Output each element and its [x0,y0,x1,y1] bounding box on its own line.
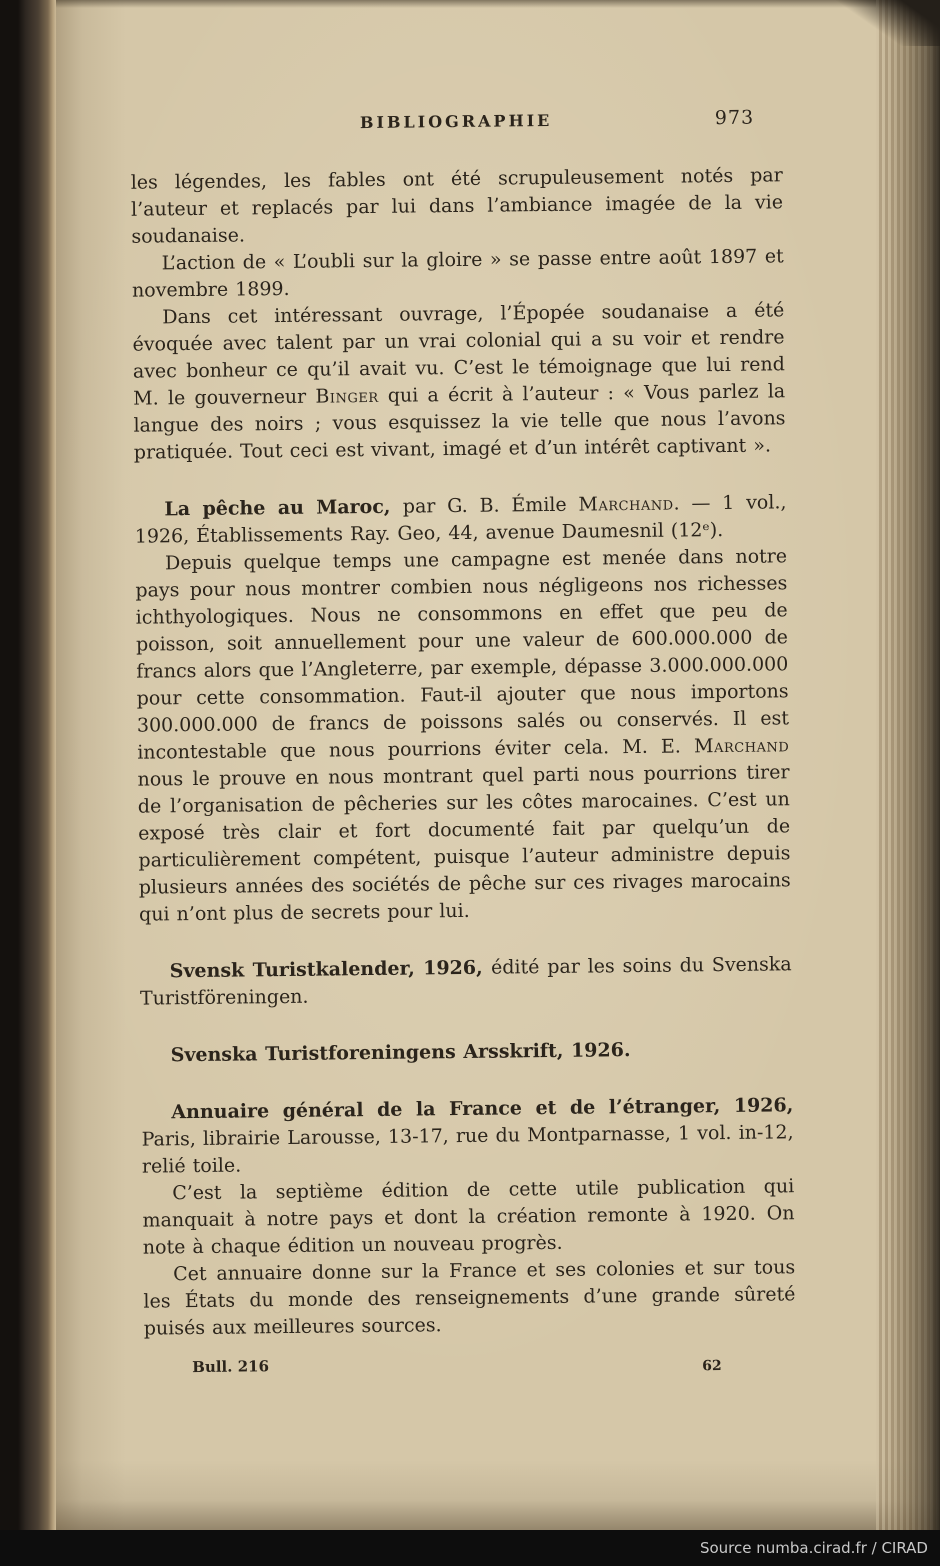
smallcaps-name: Marchand [693,734,790,758]
text-segment: par G. B. Émile [402,493,579,518]
paragraph [132,297,786,466]
attribution-text: Source numba.cirad.fr / CIRAD [699,1539,928,1557]
running-head [130,108,782,145]
book-page [56,0,940,1530]
paragraph [141,1092,794,1180]
smallcaps-name: Binger [315,384,379,408]
text-segment: Dans cet intéressant ouvrage, l’Épopée soudanaise a été évoquée avec talent par un vrai colonial qui a su voir et rendre avec bonheur ce qu’il avait vu. C’est le témoignage que lui rend M. le gouverneur [132,299,786,410]
paragraph [140,951,793,1012]
running-head-title: BIBLIOGRAPHIE [359,110,553,133]
book-spine [0,0,56,1530]
paragraph [131,162,784,250]
text-segment: . — 1 vol., 1926, Établissements Ray. Geo, 44, avenue Daumesnil (12ᵉ). [134,491,787,548]
page-right-edges [876,0,940,1530]
paragraph [142,1173,795,1261]
footer-signature: Bull. 216 [192,1357,270,1377]
paragraph [132,243,785,304]
backdrop-corner-shadow [830,0,940,46]
text-segment: qui a écrit à l’auteur : « Vous parlez la langue des noirs ; vous esquissez la vie telle que nous l’avons pratiquée. Tout ceci est vivant, imagé et d’un intérêt captivant ». [133,380,786,464]
paragraph [141,1035,793,1069]
text-segment: Depuis quelque temps une campagne est menée dans notre pays pour nous montrer combien nous négligeons nos richesses ichthyologiques. Nous ne consommons en effet que peu de poisson, soit annuellement pour une valeur de 600.000.000 de francs alors que l’Angleterre, par exemple, dépasse 3.000.000.000 pour cette consommation. Faut-il ajouter que nous importons 300.000.000 de francs de poissons salés ou conservés. Il est incontestable que nous pourrions éviter cela. M. E. [135,545,790,764]
page-top-edge [56,0,940,8]
body-text [131,162,796,1342]
text-segment: Cet annuaire donne sur la France et ses colonies et sur tous les États du monde des renseignements d’une grande sûreté puisés aux meilleures sources. [143,1256,796,1340]
text-segment: édité par les soins du Svenska Turistföreningen. [139,953,792,1010]
page-number: 973 [714,106,755,130]
paragraph [135,543,791,928]
entry-title: Svenska Turistforeningens Arsskrift, 1926. [170,1039,631,1067]
smallcaps-name: Marchand [578,492,674,516]
page-content [130,108,796,1382]
paragraph [143,1254,796,1342]
text-segment: nous le prouve en nous montrant quel parti nous pourrions tirer de l’organisation de pêcheries sur les côtes marocaines. C’est un exposé très clair et fort documenté fait par quelqu’un de particulièrement compétent, puisque l’auteur administre depuis plusieurs années des sociétés de pêche sur ces rivages marocains qui n’ont plus de secrets pour lui. [137,761,791,926]
attribution-bar [0,1530,940,1566]
text-segment: C’est la septième édition de cette utile publication qui manquait à notre pays et dont la création remonte à 1920. On note à chaque édition un nouveau progrès. [142,1175,795,1259]
footer-page-mark: 62 [702,1358,722,1375]
paragraph [134,489,787,550]
text-segment: Paris, librairie Larousse, 13-17, rue du Montparnasse, 1 vol. in-12, relié toile. [141,1121,794,1178]
entry-title: La pêche au Maroc, [164,495,403,521]
text-segment: les légendes, les fables ont été scrupuleusement notés par l’auteur et replacés par lui dans l’ambiance imagée de la vie soudanaise. [130,164,784,248]
text-segment: L’action de « L’oubli sur la gloire » se passe entre août 1897 et novembre 1899. [131,245,784,302]
entry-title: Svensk Turistkalender, 1926, [169,956,492,983]
entry-title: Annuaire général de la France et de l’étranger, 1926, [171,1094,794,1124]
page-footer [144,1351,796,1382]
